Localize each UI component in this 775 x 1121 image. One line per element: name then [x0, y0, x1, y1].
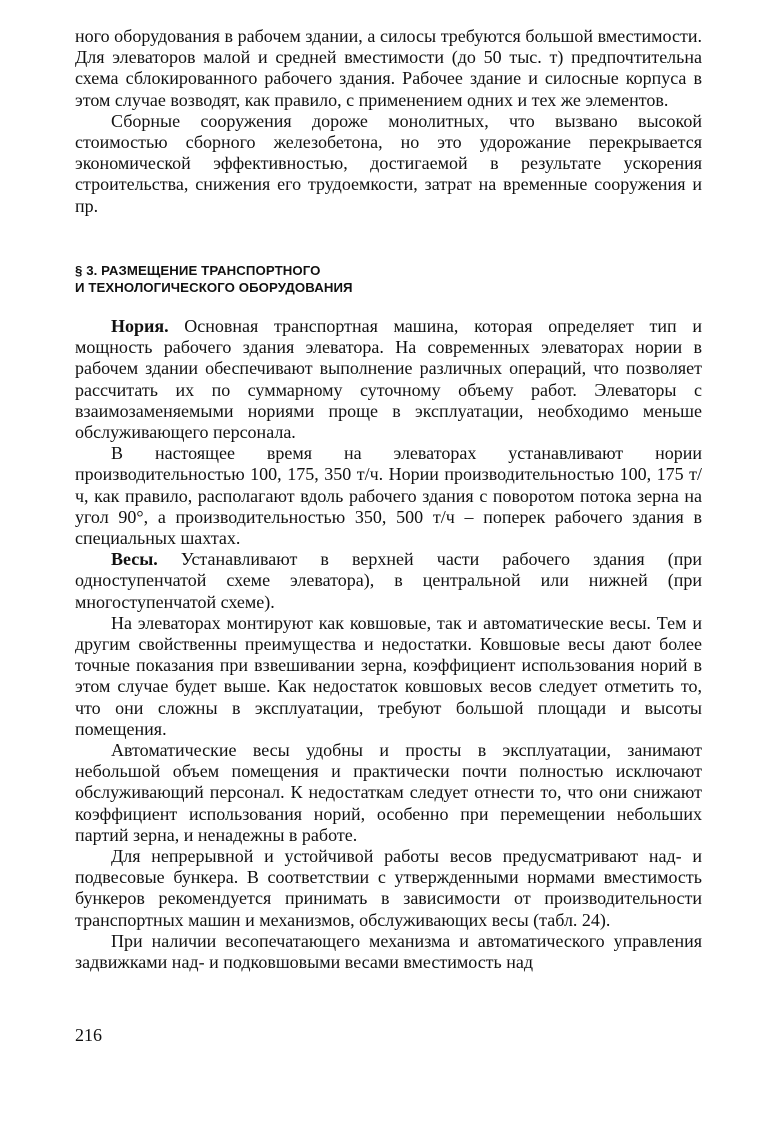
paragraph-noria-text: Основная транспортная машина, которая определяет тип и мощность рабочего здания элеватора. На современных элеваторах нории в рабочем здании обеспечивают выполнение различных операций, что позволяет рассчитать их по суммарному суточному объему работ. Элеваторы с взаимозаменяемыми нориями проще в эксплуатации, необходимо меньше обслуживающего персонала. [75, 316, 702, 443]
top-text-block [75, 26, 702, 217]
paragraph-noria [75, 316, 702, 443]
paragraph-noria-capacity: В настоящее время на элеваторах устанавливают нории производительностью 100, 175, 350 т/ч. Нории производительностью 100, 175 т/ч, как правило, располагают вдоль рабочего здания с поворотом потока зерна на угол 90°, а производительностью 350, 500 т/ч – поперек рабочего здания в специальных шахтах. [75, 443, 702, 549]
paragraph-scales [75, 549, 702, 613]
section-heading [75, 262, 695, 296]
paragraph-bunkers: Для непрерывной и устойчивой работы весов предусматривают над- и подвесовые бункера. В соответствии с утвержденными нормами вместимость бункеров рекомендуется принимать в зависимости от производительности транспортных машин и механизмов, обслуживающих весы (табл. 24). [75, 846, 702, 930]
paragraph-weighing-mechanism: При наличии весопечатающего механизма и автоматического управления задвижками над- и подковшовыми весами вместимость над [75, 930, 702, 973]
paragraph-automatic-scales: Автоматические весы удобны и просты в эксплуатации, занимают небольшой объем помещения и практически почти полностью исключают обслуживающий персонал. К недостаткам следует отнести то, что они снижают коэффициент использования норий, особенно при перемещении небольших партий зерна, и ненадежны в работе. [75, 740, 702, 845]
page-number: 216 [75, 1025, 102, 1045]
paragraph-bucket-scales: На элеваторах монтируют как ковшовые, так и автоматические весы. Тем и другим свойственны преимущества и недостатки. Ковшовые весы дают более точные показания при взвешивании зерна, коэффициент использования норий в этом случае будет выше. Как недостаток ковшовых весов следует отметить то, что они сложны в эксплуатации, требуют большой площади и высоты помещения. [75, 612, 702, 739]
section-heading-line-2: И ТЕХНОЛОГИЧЕСКОГО ОБОРУДОВАНИЯ [75, 280, 353, 295]
term-scales: Весы. [111, 549, 158, 570]
section-heading-line-1: § 3. РАЗМЕЩЕНИЕ ТРАНСПОРТНОГО [75, 263, 321, 278]
paragraph-continued: ного оборудования в рабочем здании, а силосы требуются большой вместимости. Для элеваторов малой и средней вместимости (до 50 тыс. т) предпочтительна схема сблокированного рабочего здания. Рабочее здание и силосные корпуса в этом случае возводят, как правило, с применением одних и тех же элементов. [75, 26, 702, 110]
term-noria: Нория. [111, 316, 169, 336]
paragraph-scales-text: Устанавливают в верхней части рабочего здания (при одноступенчатой схеме элеватора), в центральной или нижней (при многоступенчатой схеме). [75, 549, 702, 612]
paragraph-prefab-structures: Сборные сооружения дороже монолитных, что вызвано высокой стоимостью сборного железобетона, но это удорожание перекрывается экономической эффективностью, достигаемой в результате ускорения строительства, снижения его трудоемкости, затрат на временные сооружения и пр. [75, 110, 702, 216]
section-body [75, 316, 702, 973]
